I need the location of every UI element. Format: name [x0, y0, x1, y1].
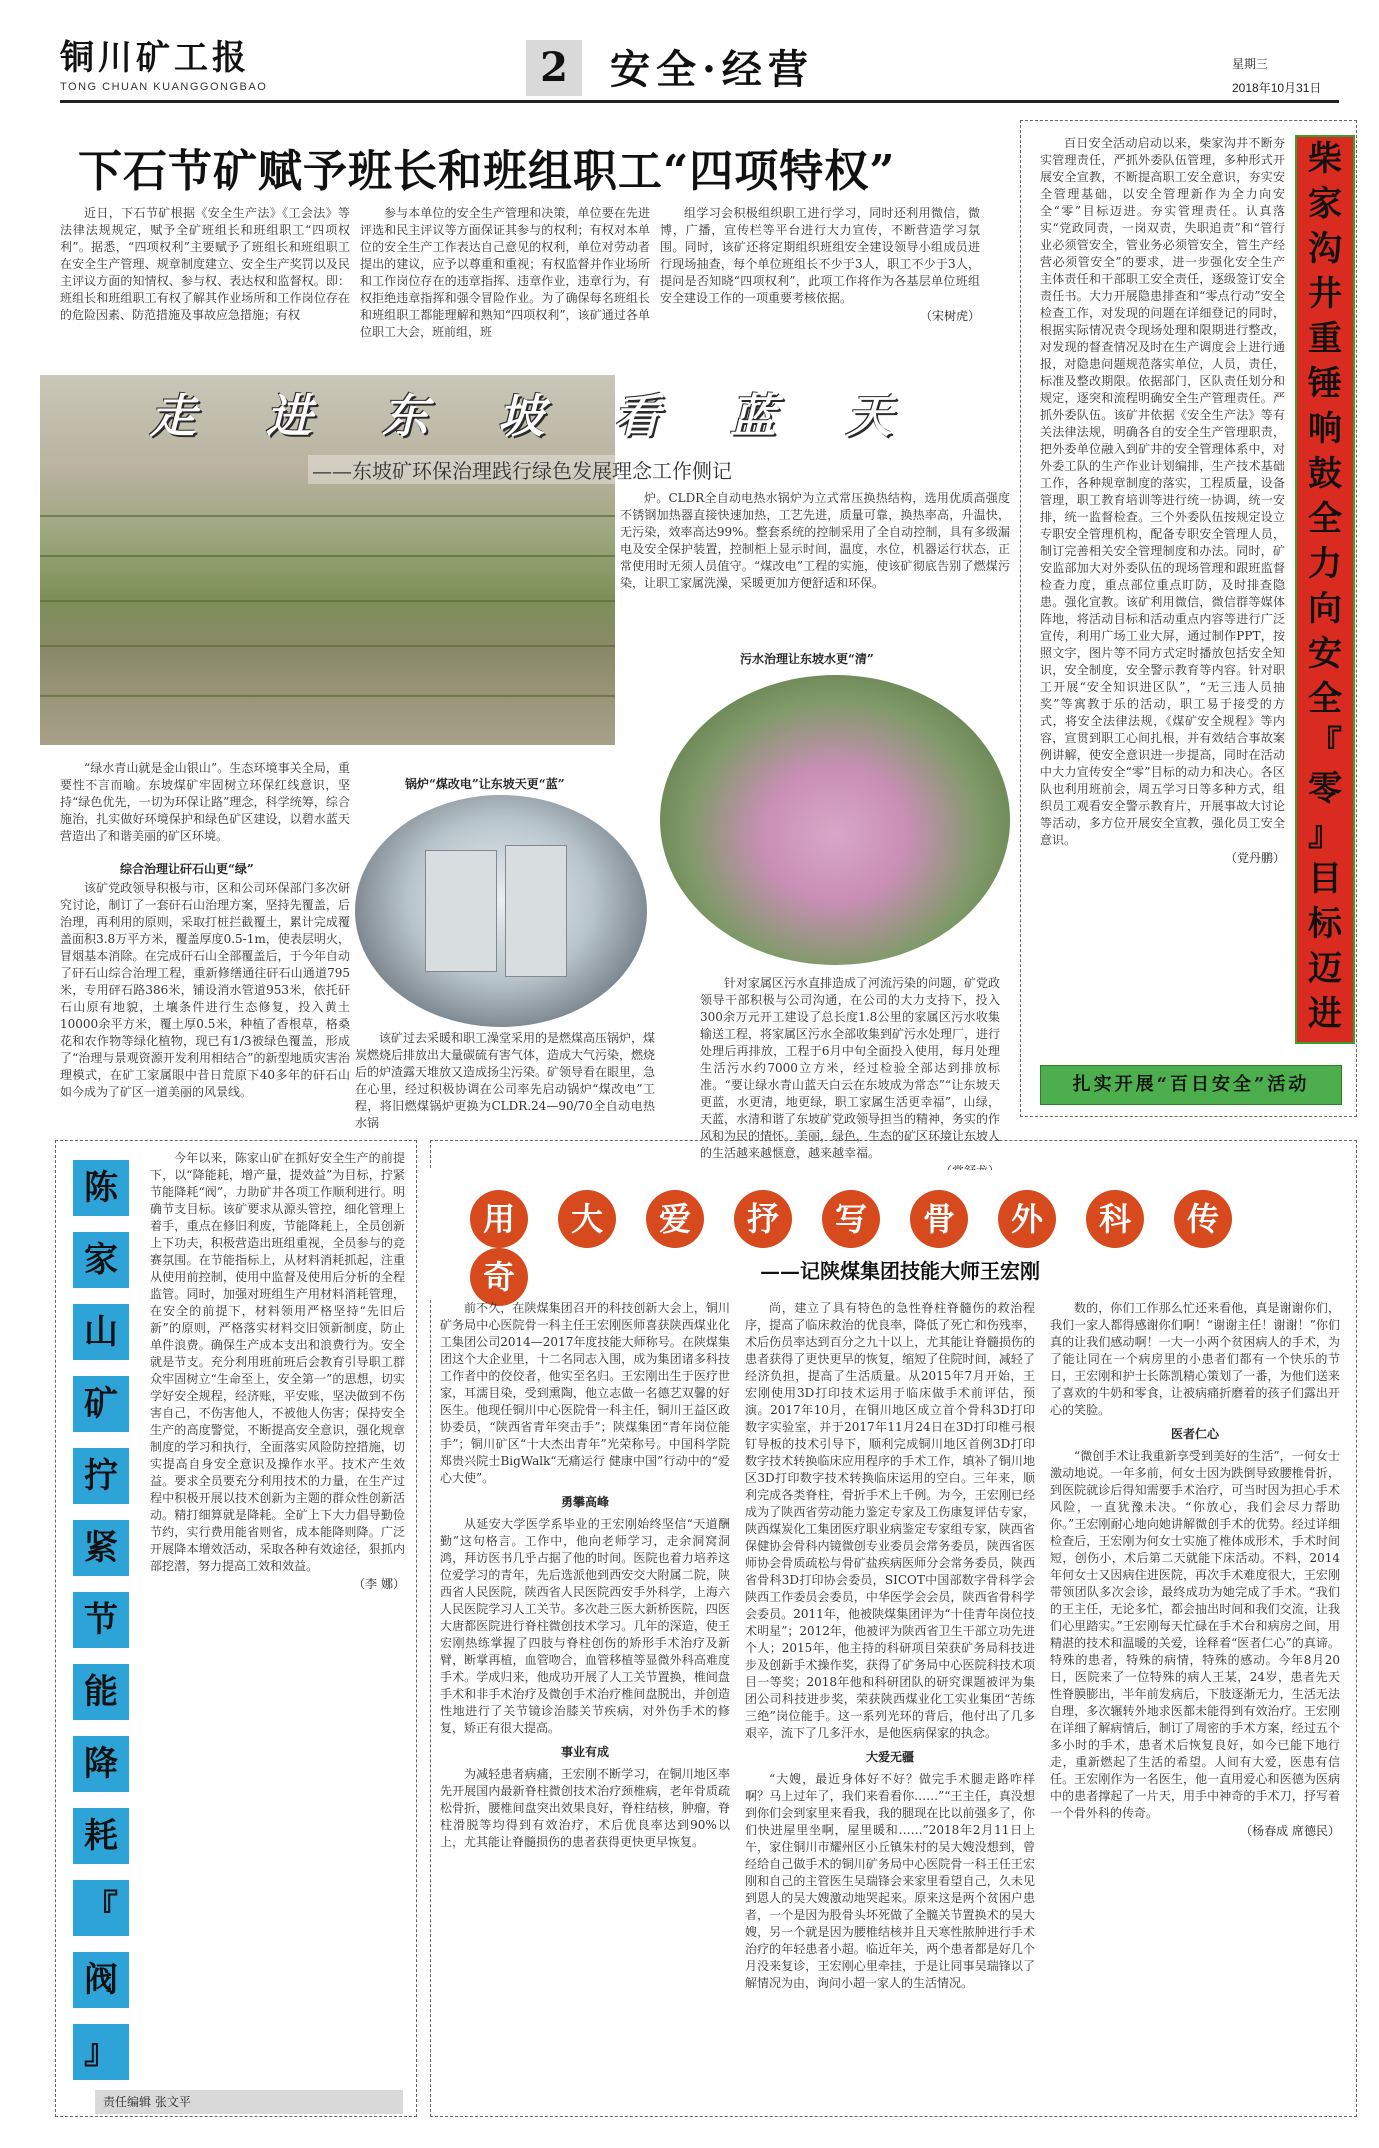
issue-date: [1232, 52, 1321, 100]
article1-headline: 下石节矿赋予班长和班组职工“四项特权”: [78, 146, 896, 197]
masthead-rule: [60, 100, 1339, 103]
flowers-photo: [660, 675, 1010, 965]
sidebar-title-char: 『: [1308, 724, 1342, 764]
article3-col1-head2: 事业有成: [560, 1745, 609, 1759]
sideblock2-title-char: 降: [73, 1736, 129, 1792]
newspaper-pinyin: TONG CHUAN KUANGGONGBAO: [60, 81, 268, 93]
feature-col-mid: 炉。CLDR全自动电热水锅炉为立式常压换热结构，选用优质高强度不锈钢加热器直接快速加热，工艺先进，质量可靠，换热率高，升温快，无污染，效率高达99%。整套系统的控制采用了全自动控制，具有多级漏电及安全保护装置，控制柜上显示时间，温度，水位，机器运行状态，正常使用时无须人员值守。“煤改电”工程的实施，使该矿彻底告别了燃煤污染，让职工家属洗澡，采暖更加方便舒适和环保。: [620, 491, 1010, 590]
sideblock2-title-char: 节: [73, 1592, 129, 1648]
sidebar-byline: （党丹鹏）: [1224, 851, 1285, 865]
sideblock2-title-char: 矿: [73, 1376, 129, 1432]
article3-col1: 前不久，在陕煤集团召开的科技创新大会上，铜川矿务局中心医院骨一科主任王宏刚医师喜获陕西煤业化工集团公司2014—2017年度技能大师称号。在陕煤集团这个大企业里，十二名同志入围，成为集团诸多科技工作者中的佼佼者，他实至名归。王宏刚出生于医疗世家，耳濡目染，受到熏陶，他立志做一名德艺双馨的好医生。他现任铜川中心医院骨一科主任，铜川王益区政协委员，“陕西省青年突击手”；陕煤集团“青年岗位能手”；铜川矿区“十大杰出青年”光荣称号。中国科学院郑贵兴院士BigWalk“无痛运行 健康中国”行动中的“爱心大使”。 勇攀高峰 从延安大学医学系毕业的王宏刚始终坚信“天道酬勤”这句格言。工作中，他向老师学习，走余洞窝洞鸿，拜访医书几乎占据了他的时间。医院也着力培养这位爱学习的青年，先后选派他到西安交大附属二院，陕西省人民医院，陕西省人民医院西安手外科学，上海六人民医院学习人工关节。多次赴三医大新桥医院，四医大唐都医院进行脊柱微创技术学习。几年的深造，使王宏刚热练掌握了四肢与脊柱创伤的矫形手术治疗及新臂，断掌再植，血管吻合，血管移植等显微外科高难度手术。学成归来，他成功开展了人工关节置换，椎间盘手术和非手术治疗及微创手术治疗椎间盘脱出，并创造性地进行了关节镜诊治膝关节疾病，对外伤手术的修复，矫正有很大提高。 事业有成 为减轻患者病痛，王宏刚不断学习，在铜川地区率先开展国内最新脊柱微创技术治疗颈椎病，老年骨质疏松骨折，腰椎间盘突出效果良好，脊柱结核，肿瘤，脊柱滑脱等均得到有效治疗，术后优良率达到90%以上，尤其能让脊髓损伤的患者获得更快更早恢复。: [440, 1301, 730, 1849]
sideblock2-title-char: 家: [73, 1232, 129, 1288]
feature-section-head1: 综合治理让矸石山更“绿”: [120, 862, 254, 876]
date: 2018年10月31日: [1232, 81, 1322, 95]
article3-title-char: 抒: [734, 1190, 792, 1248]
sideblock2-title-char: 紧: [73, 1520, 129, 1576]
sideblock2-title-char: 阀: [73, 1952, 129, 2008]
sidebar-vertical-title: [1295, 135, 1355, 1044]
feature-intro: “绿水青山就是金山银山”。生态环境事关全局，重要性不言而喻。东坡煤矿牢固树立环保红线意识，坚持“绿色优先，一切为环保让路”理念，科学统筹，综合施治，扎实做好环境保护和绿色矿区建设，以碧水蓝天营造出了和谐美丽的矿区环境。: [60, 761, 350, 843]
sideblock2-title-char: 能: [73, 1664, 129, 1720]
article3-title-char: 奇: [470, 1248, 528, 1306]
sidebar-title-char: 向: [1308, 589, 1342, 629]
sidebar-title-char: 家: [1308, 184, 1342, 224]
boiler-photo: [355, 795, 647, 1027]
article3-title-char: 外: [998, 1190, 1056, 1248]
editor-credit: 责任编辑 张文平: [95, 2090, 403, 2114]
article3-title-char: 爱: [646, 1190, 704, 1248]
sidebar-body: 百日安全活动启动以来，柴家沟井不断夯实管理责任，严抓外委队伍管理，多种形式开展安全宣教，不断提高职工安全意识，夯实安全管理基础，以安全管理新作为全力向安全“零”目标迈进。夯实管理责任。认真落实“党政同责，一岗双责，失职追责”和“管行业必须管安全，管业务必须管安全，管生产经营必须管安全”的要求，进一步强化安全生产主体责任和干部职工安全责任，逐级签订安全责任书。大力开展隐患排查和“零点行动”安全检查工作，对发现的问题在详细登记的同时，根据实际情况责令现场处理和限期进行整改，对发现的督查情况及时在生产调度会上进行通报，对隐患问题规范落实单位，人员，责任，标准及整改期限。依据部门，区队责任划分和规定，逐突和流程明确安全生产管理责任。严抓外委队伍。该矿井依据《安全生产法》等有关法律法规，明确各自的安全生产管理职责，把外委单位融入到矿井的安全管理体系中，对外委工队的生产作业计划编排，生产技术基础工作，各种规章制度的落实，工程质量，设备管理，职工教育培训等进行统一协调，统一安排，统一监督检查。三个外委队伍按规定设立专职安全管理机构，配备专职安全管理人员，制订完善相关安全管理制度和办法。同时，矿安监部加大对外委队伍的现场管理和跟班监督检查力度，重点部位重点盯防，及时排查隐患。强化宣教。该矿利用微信，微信群等媒体阵地，将活动目标和活动重点内容等进行广泛宣传，利用广场工业大屏，通过制作PPT，按照文字，图片等不同方式定时播放包括安全知识，安全制度，安全警示教育等内容。针对职工开展“安全知识进区队”，“无三违人员抽奖”等寓教于乐的活动，职工易于接受的方式，将安全法律法规，《煤矿安全规程》等内容，宣贯到职工心间扎根，并有效结合事故案例讲解，使安全意识进一步提高，同时在活动中大力宣传安全“零”目标的动力和决心。各区队也利用班前会，周五学习日等多种方式，组织员工观看安全警示教育片，开展事故大讨论等活动，多方位开展安全宣教，强化员工安全意识。 （党丹鹏）: [1040, 136, 1285, 865]
article3-title-char: 科: [1086, 1190, 1144, 1248]
masthead: [60, 30, 267, 93]
article1-col3: 组学习会积极组织职工进行学习，同时还利用微信，微博，广播，宣传栏等平台进行大力宣传，不断营造学习氛围。同时，该矿还将定期组织班组安全建设领导小组成员进行现场抽查，每个单位班组长不少于3人，职工不少于3人，提问是否知晓“四项权利”，此项工作将作为各基层单位班组安全建设工作的一项重要考核依据。 （宋树虎）: [660, 206, 980, 323]
article3-byline: （杨春成 席德民）: [1240, 1824, 1340, 1838]
feature-subtitle: ——东坡矿环保治理践行绿色发展理念工作侧记: [308, 455, 736, 484]
sideblock2-title-char: 拧: [73, 1448, 129, 1504]
sidebar-title-char: 安: [1308, 634, 1342, 674]
article3-title-char: 传: [1174, 1190, 1232, 1248]
article3-col2: 尚，建立了具有特色的急性脊柱脊髓伤的救治程序，提高了临床救治的优良率，降低了死亡和伤残率，术后伤员率达到百分之九十以上，尤其能让脊髓损伤的患者获得了更快更早的恢复，缩短了住院时间，减轻了经济负担，提高了生活质量。从2015年7月开始，王宏刚使用3D打印技术运用于临床做手术前评估，预演。2017年10月，在铜川地区成立首个骨科3D打印数字实验室，并于2017年11月24日在3D打印椎弓根钉导板的技术引导下，顺利完成铜川地区首例3D打印数字技术转换临床应用程序的手术工作，填补了铜川地区3D打印数字技术转换临床运用的空白。三年来，顺利完成各类脊柱，骨折手术上千例。为今，王宏刚已经成为了陕西省劳动能力鉴定专家及工伤康复评估专家，陕西煤炭化工集团医疗职业病鉴定专家组专家，陕西省保健协会骨科内镜微创专业委员会常务委员，陕西省医师协会骨质疏松与骨矿盐疾病医师分会常务委员，陕西省骨科3D打印协会委员，SICOT中国部数字骨科学会陕西工作委员会委员，中华医学会会员，陕西省骨科学会委员。2011年，他被陕煤集团评为“十佳青年岗位技术明星”；2012年，他被评为陕西省卫生干部立功先进个人；2015年，他主持的科研项目荣获矿务局科技进步及创新手术操作奖，获得了矿务局中心医院科技术项目一等奖；2018年他和科研团队的研究课题被评为集团公司科技进步奖，荣获陕西煤业化工实业集团“苦练三绝”岗位能手。这一系列光环的背后，他付出了几多艰辛，流下了几多汗水，是他医病保家的执念。 大爱无疆 “大嫂，最近身体好不好？做完手术腿走路咋样啊？马上过年了，我们来看看你……”“王主任，真没想到你们会到家里来看我，我的腿现在比以前强多了，你们快进屋里坐啊，屋里暖和……”2018年2月11日上午，家住铜川市耀州区小丘镇朱村的吴大嫂没想到，曾经给自己做手术的铜川矿务局中心医院骨一科王任王宏刚和自己的主管医生吴瑞锋会来家里看望自己，久未见到恩人的吴大嫂激动地哭起来。原来这是两个贫困户患者，一个是因为股骨头坏死做了全髋关节置换术的吴大嫂，另一个就是因为腰椎结核并且天寒性脓肿进行手术治疗的年轻患者小超。临近年关，两个患者都是好几个月没来复诊，王宏刚心里牵挂，于是让同事吴瑞锋以了解情况为由，询问小超一家人的生活情况。: [745, 1301, 1035, 1990]
weekday: 星期三: [1232, 57, 1269, 71]
sidebar-title-char: 』: [1308, 814, 1342, 854]
sidebar-title-char: 重: [1308, 319, 1342, 359]
feature-body2: 该矿过去采暖和职工澡堂采用的是燃煤高压锅炉，煤炭燃烧后排放出大量碳硫有害气体，造成大气污染，燃烧后的炉渣露天堆放又造成扬尘污染。矿领导看在眼里，急在心里，经过积极协调在公司率先启动锅炉“煤改电”工程，将旧燃煤锅炉更换为CLDR.24—90/70全自动电热水锅: [355, 1031, 656, 1130]
article3-title-char: 大: [558, 1190, 616, 1248]
sideblock2-body: 今年以来，陈家山矿在抓好安全生产的前提下，以“降能耗，增产量，提效益”为目标，拧紧节能降耗“阀”，力助矿井各项工作顺利进行。明确节支目标。该矿要求从源头管控，细化管理上着手，重点在修旧利废，节能降耗上，全员创新上下功夫，积极营造出班组重视，全员参与的竞赛氛围。在节能指标上，从材料消耗抓起，注重从使用前控制，使用中监督及使用后分析的全程监管。同时，加强对班组生产用材料消耗管理，在安全的前提下，材料领用严格坚持“先旧后新”的原则，严格落实材料交旧领新制度，防止单件浪费。确保生产成本支出和浪费行为。安全就是节支。充分利用班前班后会教育引导职工群众牢固树立“生命至上，安全第一”的思想，切实学好安全规程，经济账，平安账，坚决做到不伤害自己，不伤害他人，不被他人伤害；保持安全生产的高度警觉，不断提高安全意识，强化规章制度的学习和执行，全面落实风险防控措施，切实提高自身安全意识及操作水平。技术产生效益。要求全员要充分利用技术的力量，在生产过程中积极开展以技术创新为主题的群众性创新活动。精打细算就是降耗。全矿上下大力倡导勤俭节约，实行费用能省则省，成本能降则降。广泛开展降本增效活动，采取各种有效途径，狠抓内部挖潜，努力提高工效和效益。 （李 娜）: [150, 1151, 405, 1591]
sidebar-title-char: 零: [1308, 769, 1342, 809]
sidebar-title-char: 迈: [1308, 949, 1342, 989]
sidebar-title-char: 锤: [1308, 364, 1342, 404]
article1-col2: 参与本单位的安全生产管理和决策，单位要在先进评选和民主评议等方面保证其参与的权利；有权对本单位的安全生产工作表达自己意见的权利，单位对劳动者提出的建议，应予以尊重和重视；有权监督并作业场所和工作岗位存在的违章指挥、违章作业，违章行为，有权拒绝违章指挥和强令冒险作业。为了确保每名班组长和班组职工都能理解和熟知“四项权利”，该矿通过各单位职工大会，班前组，班: [360, 206, 650, 339]
feature-kicker: 走进东坡看蓝天: [150, 389, 962, 443]
newspaper-title: 铜川矿工报: [60, 38, 250, 78]
article3-col3: 数的，你们工作那么忙还来看他，真是谢谢你们，我们一家人都得感谢你们啊！“谢谢主任！谢谢！”你们真的让我们感动啊！一大一小两个贫困病人的手术，为了能让同在一个病房里的小患者们都有一个快乐的节日，王宏刚和护士长陈凯精心策划了一番，为他们送来了喜欢的牛奶和零食，让被病痛折磨着的孩子们露出开心的笑脸。 医者仁心 “微创手术让我重新享受到美好的生活”，一何女士激动地说。一年多前，何女士因为跌倒导致腰椎骨折，到医院就诊后得知需要手术治疗，可当时因为担心手术风险，一直犹豫未决。“你放心，我们会尽力帮助你。”王宏刚耐心地向她讲解微创手术的优势。经过详细检查后，王宏刚为何女士实施了椎体成形术，手术时间短，创伤小，术后第二天就能下床活动。不料，2014年何女士又因病住进医院，再次手术难度很大，王宏刚带领团队多次会诊，最终成功为她完成了手术。“我们的王主任，无论多忙，都会抽出时间和我们交流，让我们心里踏实。”王宏刚每天忙碌在手术台和病房之间，用精湛的技术和温暖的关爱，诠释着“医者仁心”的真谛。特殊的患者，特殊的病情，特殊的感动。今年8月20日，医院来了一位特殊的病人王某，24岁，患者先天性脊膜膨出，半年前发病后，下肢逐渐无力，生活无法自理，多次辗转外地求医都未能得到有效治疗。王宏刚在详细了解病情后，制订了周密的手术方案，经过五个多小时的手术，患者术后恢复良好，如今已能下地行走，重新燃起了生活的希望。人间有大爱，医患有信任。王宏刚作为一名医生，他一直用爱心和医德为医病中的患者撑起了一片天，用手中神奇的手术刀，抒写着一个骨外科的传奇。 （杨春成 席德民）: [1050, 1301, 1340, 1838]
sideblock2-title-char: 耗: [73, 1808, 129, 1864]
flowers-caption: 污水治理让东坡水更“清”: [740, 652, 874, 666]
article3-title-char: 用: [470, 1190, 528, 1248]
article3-title-char: 骨: [910, 1190, 968, 1248]
sideblock2-title-char: 『: [73, 1880, 129, 1936]
boiler-caption: 锅炉“煤改电”让东坡天更“蓝”: [405, 777, 565, 791]
article1-byline: （宋树虎）: [919, 309, 980, 323]
feature-body3: 针对家属区污水直排造成了河流污染的问题，矿党政领导干部积极与公司沟通，在公司的大力支持下，投入300余万元开工建设了总长度1.8公里的家属区污水收集输送工程，将家属区污水全部收集到矿污水处理厂，进行处理后再排放，工程于6月中旬全面投入使用，每月处理生活污水约7000立方米，经过检验全部达到排放标准。“要让绿水青山蓝天白云在东坡成为常态”“让东坡天更蓝，水更清，地更绿，职工家属生活更幸福”，山绿，天蓝，水清和谐了东坡矿党政领导担当的精神，务实的作风和为民的情怀。美丽，绿色，生态的矿区环境让东坡人的生活越来越惬意，越来越幸福。: [700, 975, 1000, 1179]
section-name: 安全·经营: [610, 46, 814, 93]
page-number: 2: [526, 40, 582, 96]
sidebar-title-char: 响: [1308, 409, 1342, 449]
article3-col2-head: 大爱无疆: [865, 1750, 914, 1764]
sidebar-title-char: 沟: [1308, 229, 1342, 269]
sidebar-title-char: 井: [1308, 274, 1342, 314]
sidebar-title-char: 柴: [1308, 139, 1342, 179]
sideblock2-byline: （李 娜）: [353, 1577, 405, 1591]
sideblock2-title-char: 』: [73, 2024, 129, 2080]
sidebar-title-char: 力: [1308, 544, 1342, 584]
feature-body1: 该矿党政领导积极与市，区和公司环保部门多次研究讨论，制订了一套矸石山治理方案，坚持先覆盖，后治理，再利用的原则，采取打桩拦截覆土，累计完成覆盖面积3.8万平方米，覆盖厚度0.5-1m，使表层明火，冒烟基本消除。在完成矸石山全部覆盖后，于今年自动了矸石山综合治理工程，重新修缮通往矸石山通道795米，专用砰石路386米，铺设消水管道953米，依托矸石山原有地貌，土壤条件进行生态修复，投入黄土10000余平方米，覆土厚0.5米，种植了香根草，格桑花和农作物等绿化植物，现已有1/3被绿色覆盖，形成了“治理与景观资源开发利用相结合”的新型地质灾害治理模式，在矿工家属眼中昔日荒原下40多年的矸石山如今成为了矿区一道美丽的风景线。: [60, 881, 350, 1099]
sidebar-banner: 扎实开展“百日安全”活动: [1040, 1065, 1342, 1105]
article3-col3-head: 医者仁心: [1170, 1427, 1219, 1441]
sidebar-title-char: 进: [1308, 994, 1342, 1034]
sideblock2-title-char: 山: [73, 1304, 129, 1360]
article3-col1-head: 勇攀高峰: [560, 1495, 609, 1509]
article1-col1: 近日，下石节矿根据《安全生产法》《工会法》等法律法规规定，赋予全矿班组长和班组职工“四项权利”。据悉，“四项权利”主要赋予了班组长和班组职工在安全生产管理、规章制度建立、安全生产奖罚以及民主评议方面的知情权、参与权、表达权和监督权。即：班组长和班组职工有权了解其作业场所和工作岗位存在的危险因素、防范措施及事故应急措施；有权: [60, 206, 350, 322]
sidebar-title-char: 全: [1308, 499, 1342, 539]
sidebar-title-char: 全: [1308, 679, 1342, 719]
sidebar-title-char: 标: [1308, 904, 1342, 944]
sidebar-title-char: 目: [1308, 859, 1342, 899]
sidebar-title-char: 鼓: [1308, 454, 1342, 494]
article3-subtitle: ——记陕煤集团技能大师王宏刚: [760, 1259, 1040, 1283]
article3-title-char: 写: [822, 1190, 880, 1248]
sideblock2-vertical-title: [62, 1160, 140, 2105]
sideblock2-title-char: 陈: [73, 1160, 129, 1216]
